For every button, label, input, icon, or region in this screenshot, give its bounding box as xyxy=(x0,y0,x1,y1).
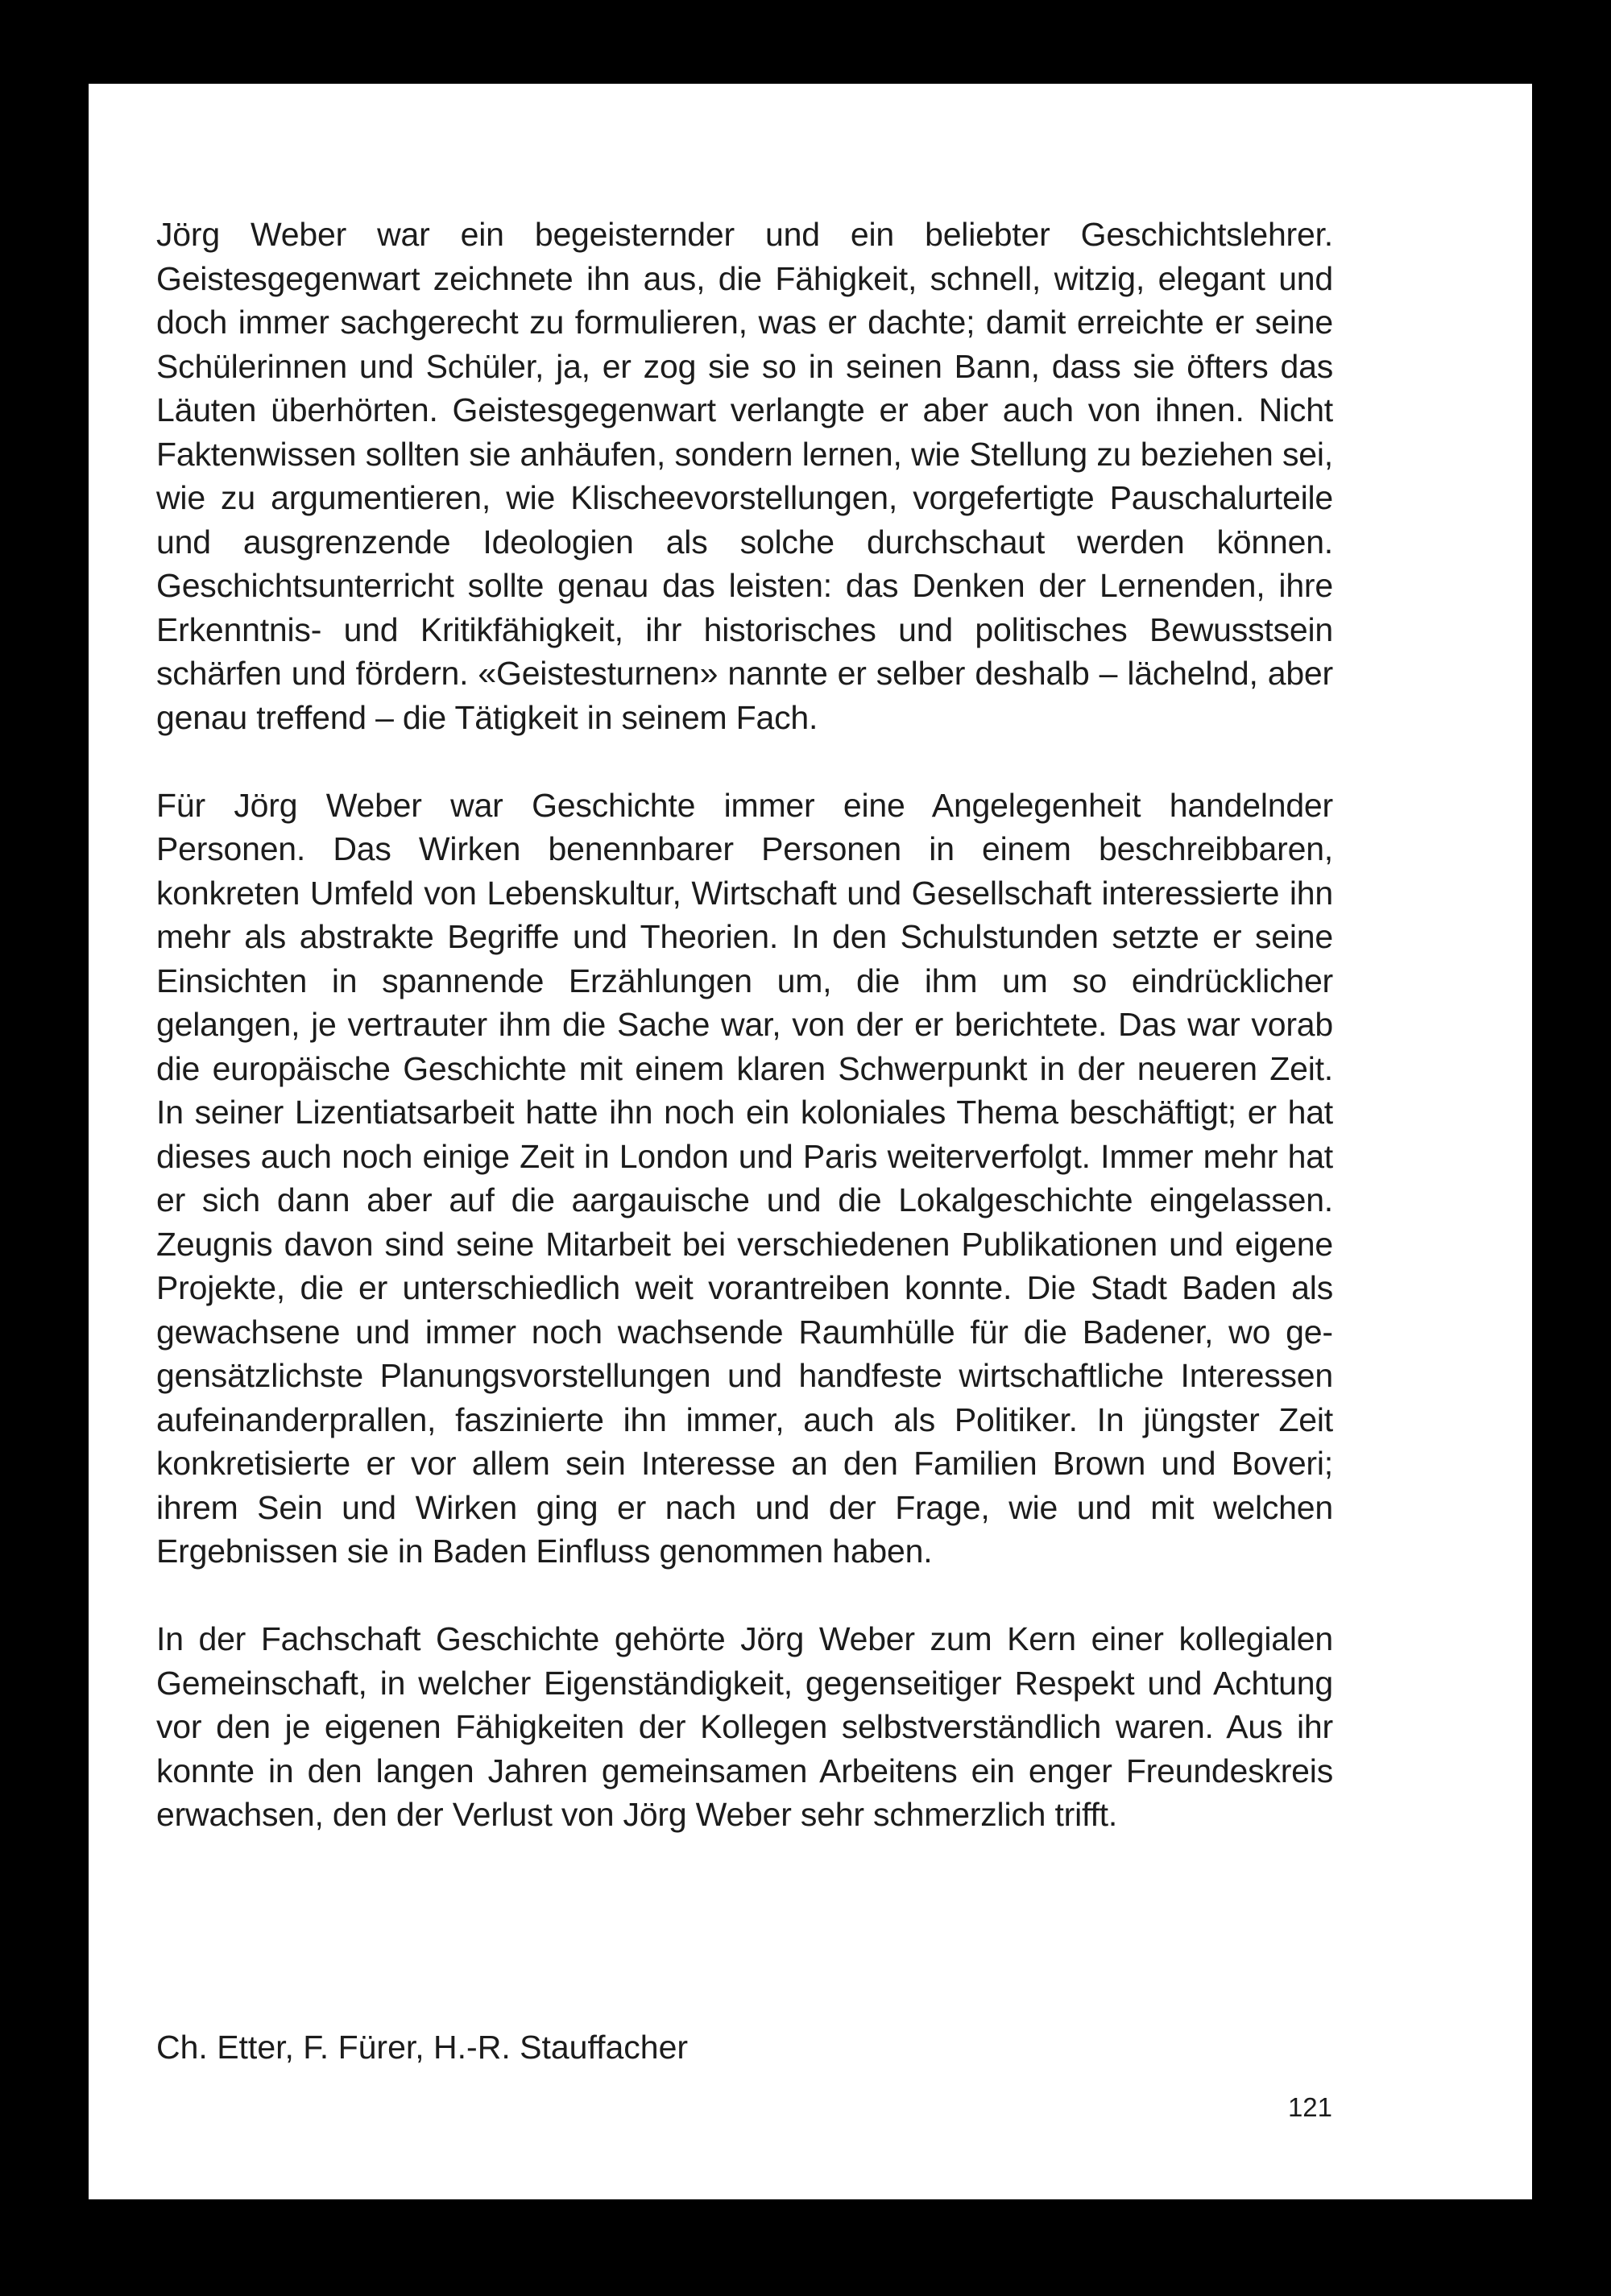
paragraph-3: In der Fachschaft Geschichte gehörte Jörg Weber zum Kern einer kollegialen Gemeinschaft, in welcher Eigenständigkeit, gegenseitiger Respekt und Achtung vor den je eigenen Fähigkeiten der Kollegen selbstverständlich waren. Aus ihr konnte in den langen Jahren gemeinsamen Arbeitens ein enger Freundeskreis erwachsen, den der Verlust von Jörg Weber sehr schmerzlich trifft. xyxy=(156,1620,1333,1833)
author-signature: Ch. Etter, F. Fürer, H.-R. Stauffacher xyxy=(156,2029,689,2066)
paragraph-2: Für Jörg Weber war Geschichte immer eine Angelegenheit handelnder Personen. Das Wirken benennbarer Personen in einem beschreibbaren, konkreten Umfeld von Lebenskultur, Wirtschaft und Gesellschaft interessierte ihn mehr als abstrakte Begriffe und Theorien. In den Schulstunden setzte er seine Einsichten in spannende Erzählungen um, die ihm um so eindrücklicher gelangen, je vertrauter ihm die Sache war, von der er berichtete. Das war vorab die europäische Geschichte mit einem klaren Schwerpunkt in der neueren Zeit. In seiner Lizentiatsarbeit hatte ihn noch ein koloniales Thema beschäftigt; er hat dieses auch noch einige Zeit in London und Paris weiterverfolgt. Immer mehr hat er sich dann aber auf die aargauische und die Lokalgeschichte eingelassen. Zeugnis davon sind seine Mitarbeit bei verschiedenen Publikationen und eigene Projekte, die er unterschiedlich weit vorantreiben konnte. Die Stadt Baden als gewachsene und immer noch wachsende Raumhülle für die Badener, wo gegensätzlichste Planungsvorstellungen und handfeste wirtschaftliche Interessen aufeinanderprallen, faszinierte ihn immer, auch als Politiker. In jüngster Zeit konkretisierte er vor allem sein Interesse an den Familien Brown und Boveri; ihrem Sein und Wirken ging er nach und der Frage, wie und mit welchen Ergebnissen sie in Baden Einfluss genommen haben. xyxy=(156,786,1333,1570)
document-page xyxy=(89,84,1532,2199)
page-number: 121 xyxy=(1287,2092,1332,2122)
body-text xyxy=(156,213,1333,1880)
paragraph-1: Jörg Weber war ein begeisternder und ein beliebter Geschichtslehrer. Geistesgegenwart zeichnete ihn aus, die Fähigkeit, schnell, witzig, elegant und doch immer sachgerecht zu formulieren, was er dachte; damit erreichte er seine Schülerinnen und Schüler, ja, er zog sie so in seinen Bann, dass sie öfters das Läuten überhörten. Geistesgegenwart verlangte er aber auch von ihnen. Nicht Faktenwissen sollten sie anhäufen, sondern lernen, wie Stellung zu beziehen sei, wie zu argumentieren, wie Klischeevorstellungen, vorgefertigte Pauschalurteile und ausgrenzende Ideologien als solche durchschaut werden können. Geschichtsunterricht sollte genau das leisten: das Denken der Lernenden, ihre Erkenntnis- und Kritikfähigkeit, ihr historisches und politisches Bewusstsein schärfen und fördern. «Geistesturnen» nannte er selber deshalb – lächelnd, aber genau treffend – die Tätigkeit in seinem Fach. xyxy=(156,216,1333,736)
